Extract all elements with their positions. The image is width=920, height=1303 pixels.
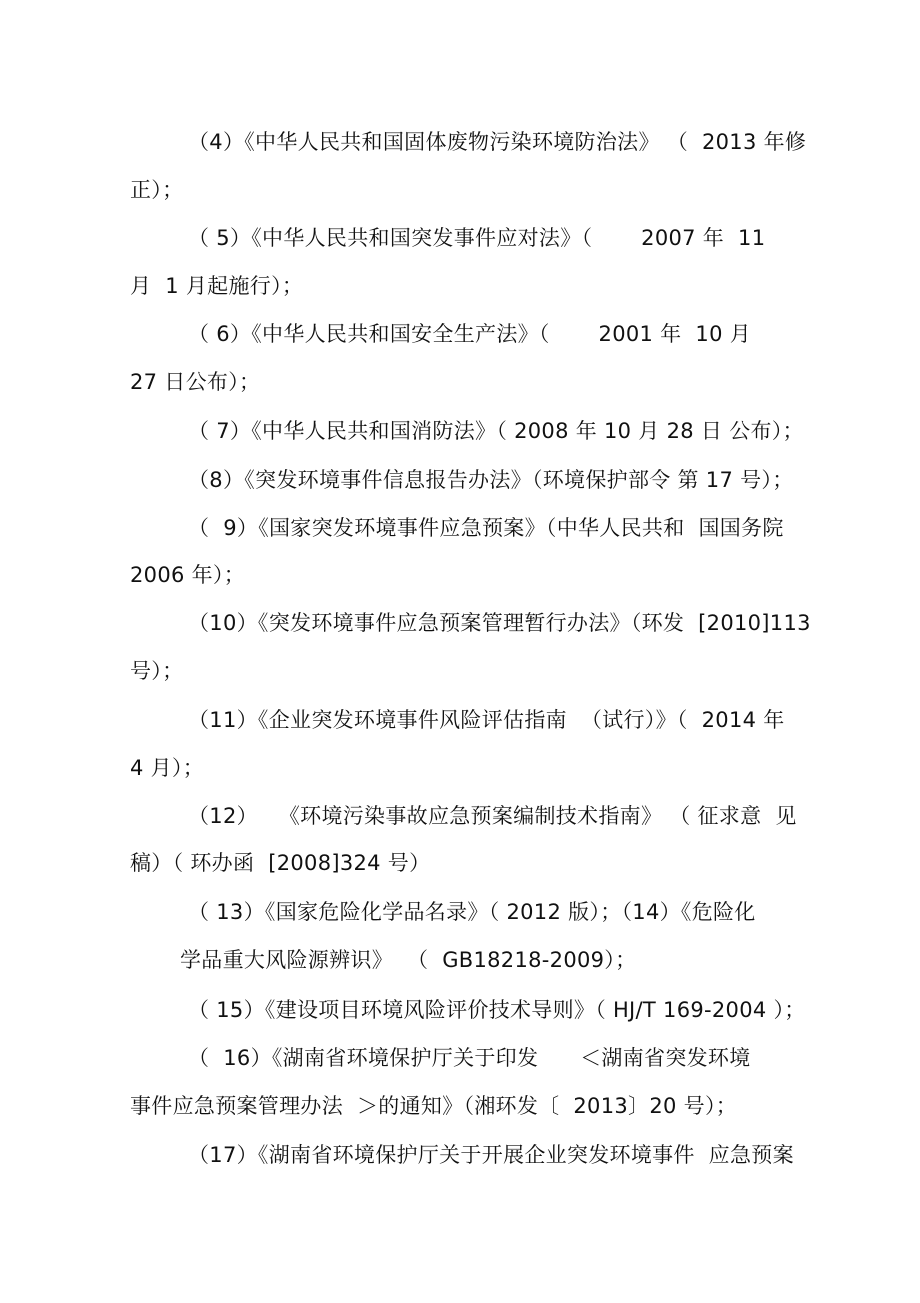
text-line: 月 1 月起施行）； <box>130 274 304 298</box>
text-line: （10）《突发环境事件应急预案管理暂行办法》（环发 [2010]113 <box>188 611 811 635</box>
text-line: （ 9）《国家突发环境事件应急预案》（中华人民共和 国国务院 <box>188 516 784 540</box>
text-line: （11）《企业突发环境事件风险评估指南 （试行）》（ 2014 年 <box>188 708 785 732</box>
text-line: 4 月）； <box>130 756 205 780</box>
text-line: （ 7）《中华人民共和国消防法》（ 2008 年 10 月 28 日 公布）； <box>188 419 804 443</box>
text-line: （ 13）《国家危险化学品名录》（ 2012 版）；（14）《危险化 <box>188 900 756 924</box>
text-line: （17）《湖南省环境保护厅关于开展企业突发环境事件 应急预案 <box>188 1143 794 1167</box>
text-line: （ 16）《湖南省环境保护厅关于印发 ＜湖南省突发环境 <box>188 1046 751 1070</box>
text-line: （ 15）《建设项目环境风险评价技术导则》（ HJ/T 169-2004 ）； <box>188 998 806 1022</box>
text-line: 正）； <box>130 178 184 202</box>
text-line: （4）《中华人民共和国固体废物污染环境防治法》 （ 2013 年修 <box>188 130 807 154</box>
text-line: 27 日公布）； <box>130 370 261 394</box>
text-line: （8）《突发环境事件信息报告办法》（环境保护部令 第 17 号）； <box>188 468 794 492</box>
text-line: 学品重大风险源辨识》 （ GB18218-2009）； <box>180 948 637 972</box>
text-line: 2006 年）； <box>130 563 246 587</box>
text-line: （ 5）《中华人民共和国突发事件应对法》（ 2007 年 11 <box>188 226 766 250</box>
text-line: （12） 《环境污染事故应急预案编制技术指南》 （ 征求意 见 <box>188 804 797 828</box>
text-line: 事件应急预案管理办法 ＞的通知》（湘环发〔 2013〕20 号）； <box>130 1094 738 1118</box>
text-line: 号）； <box>130 659 184 683</box>
text-line: 稿）（ 环办函 [2008]324 号） <box>130 851 431 875</box>
text-line: （ 6）《中华人民共和国安全生产法》（ 2001 年 10 月 <box>188 322 752 346</box>
